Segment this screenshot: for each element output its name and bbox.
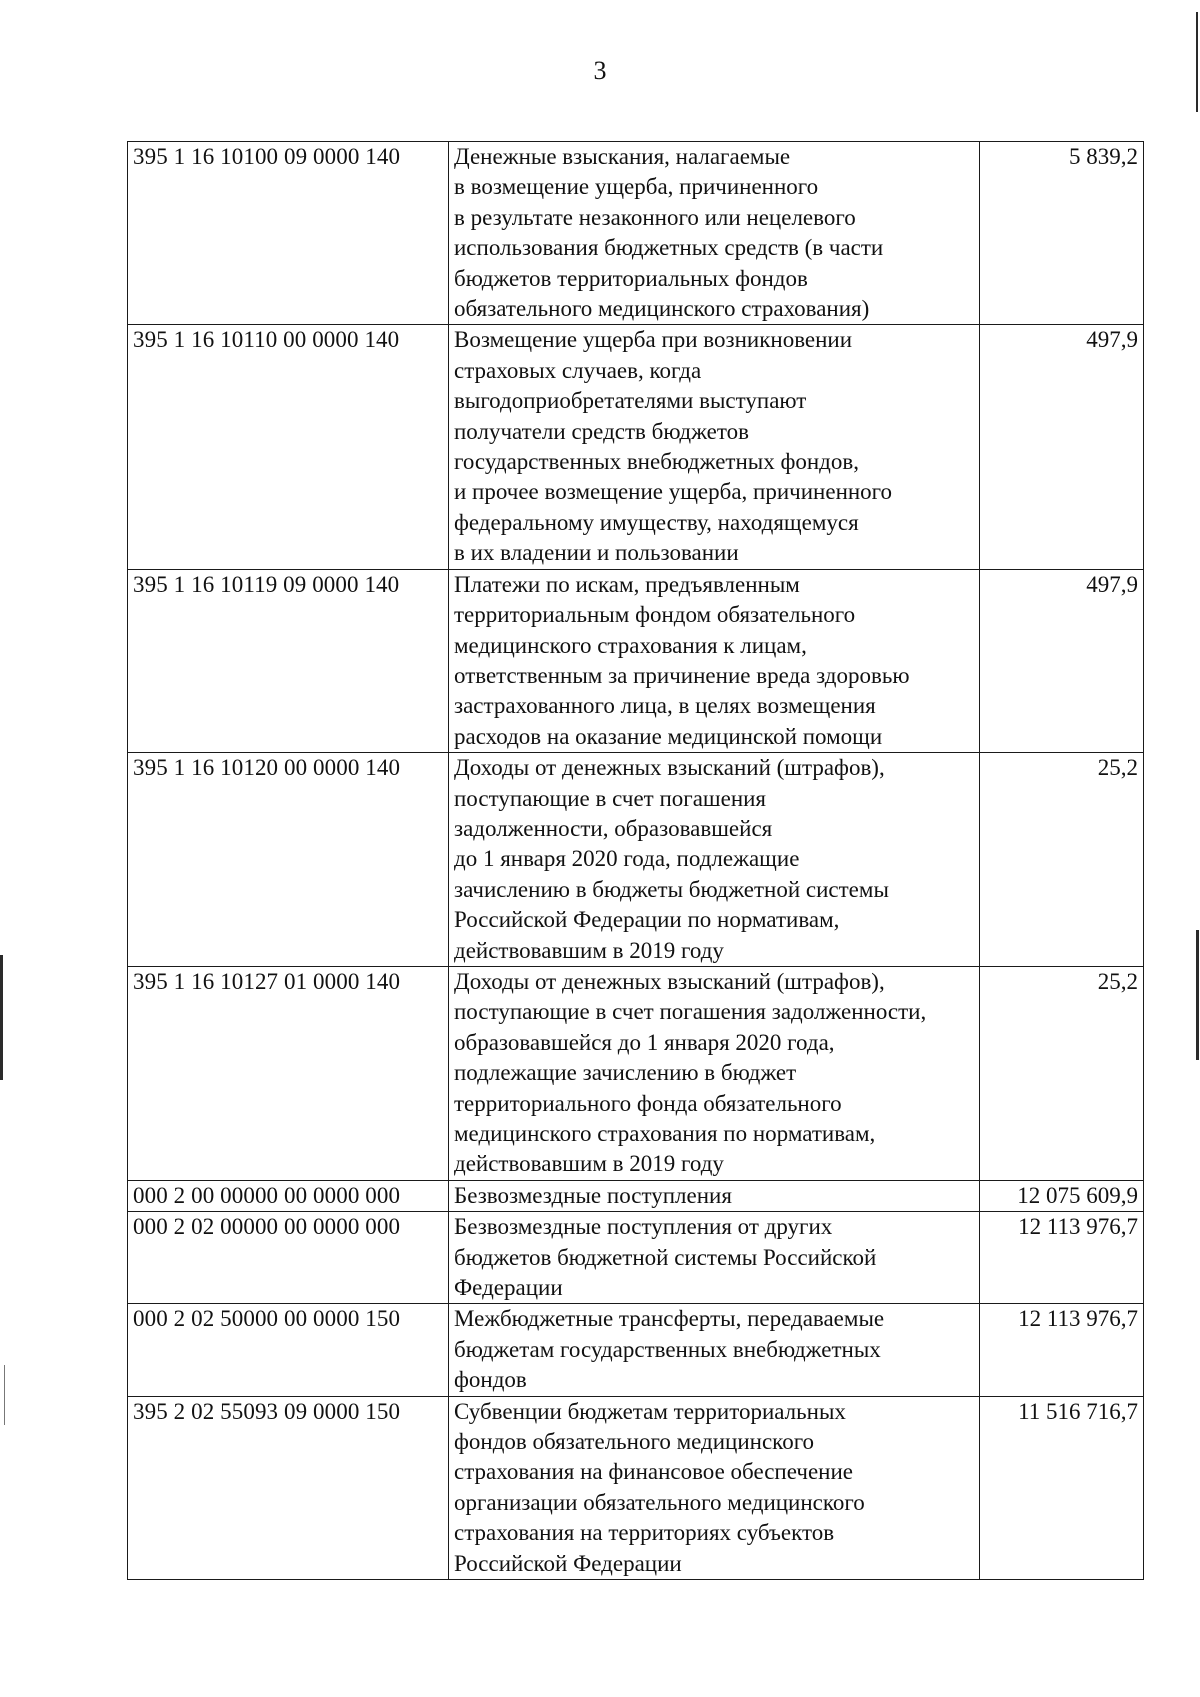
budget-code-cell: 395 2 02 55093 09 0000 150 xyxy=(128,1396,449,1579)
budget-code-cell: 000 2 02 50000 00 0000 150 xyxy=(128,1304,449,1396)
table-row xyxy=(128,1304,1144,1396)
budget-code-cell: 395 1 16 10110 00 0000 140 xyxy=(128,325,449,569)
page-number: 3 xyxy=(593,56,607,85)
table-row xyxy=(128,325,1144,569)
budget-code-cell: 395 1 16 10119 09 0000 140 xyxy=(128,569,449,752)
amount-cell: 11 516 716,7 xyxy=(980,1396,1144,1579)
table-row xyxy=(128,1180,1144,1211)
table-row xyxy=(128,966,1144,1180)
amount-cell: 5 839,2 xyxy=(980,142,1144,325)
amount-cell: 25,2 xyxy=(980,966,1144,1180)
revenue-name-cell: Возмещение ущерба при возникновении страховых случаев, когда выгодоприобретателями выступают получатели средств бюджетов государственных внебюджетных фондов, и прочее возмещение ущерба, причиненного федеральному имуществу, находящемуся в их владении и пользовании xyxy=(449,325,980,569)
revenue-name-cell: Доходы от денежных взысканий (штрафов), поступающие в счет погашения задолженности, образовавшейся до 1 января 2020 года, подлежащие зачислению в бюджет территориального фонда обязательного медицинского страхования по нормативам, действовавшим в 2019 году xyxy=(449,966,980,1180)
amount-cell: 25,2 xyxy=(980,753,1144,967)
revenue-name-cell: Денежные взыскания, налагаемые в возмещение ущерба, причиненного в результате незаконного или нецелевого использования бюджетных средств (в части бюджетов территориальных фондов обязательного медицинского страхования) xyxy=(449,142,980,325)
revenue-name-cell: Межбюджетные трансферты, передаваемые бюджетам государственных внебюджетных фондов xyxy=(449,1304,980,1396)
table-row xyxy=(128,569,1144,752)
budget-code-cell: 395 1 16 10100 09 0000 140 xyxy=(128,142,449,325)
revenue-name-cell: Субвенции бюджетам территориальных фондов обязательного медицинского страхования на финансовое обеспечение организации обязательного медицинского страхования на территориях субъектов Российской Федерации xyxy=(449,1396,980,1579)
scan-edge-mark xyxy=(1196,930,1199,1060)
amount-cell: 12 113 976,7 xyxy=(980,1212,1144,1304)
scan-edge-mark xyxy=(0,955,3,1080)
amount-cell: 497,9 xyxy=(980,325,1144,569)
amount-cell: 12 113 976,7 xyxy=(980,1304,1144,1396)
revenue-name-cell: Доходы от денежных взысканий (штрафов), поступающие в счет погашения задолженности, образовавшейся до 1 января 2020 года, подлежащие зачислению в бюджеты бюджетной системы Российской Федерации по нормативам, действовавшим в 2019 году xyxy=(449,753,980,967)
budget-code-cell: 395 1 16 10127 01 0000 140 xyxy=(128,966,449,1180)
scan-edge-mark xyxy=(1196,12,1198,112)
table-row xyxy=(128,753,1144,967)
revenue-name-cell: Безвозмездные поступления xyxy=(449,1180,980,1211)
table-row xyxy=(128,1396,1144,1579)
budget-revenue-table xyxy=(127,141,1144,1580)
budget-code-cell: 000 2 02 00000 00 0000 000 xyxy=(128,1212,449,1304)
revenue-name-cell: Безвозмездные поступления от других бюджетов бюджетной системы Российской Федерации xyxy=(449,1212,980,1304)
budget-code-cell: 395 1 16 10120 00 0000 140 xyxy=(128,753,449,967)
amount-cell: 497,9 xyxy=(980,569,1144,752)
scan-edge-mark xyxy=(4,1365,5,1425)
amount-cell: 12 075 609,9 xyxy=(980,1180,1144,1211)
table-row xyxy=(128,142,1144,325)
budget-code-cell: 000 2 00 00000 00 0000 000 xyxy=(128,1180,449,1211)
table-row xyxy=(128,1212,1144,1304)
revenue-name-cell: Платежи по искам, предъявленным территориальным фондом обязательного медицинского страхования к лицам, ответственным за причинение вреда здоровью застрахованного лица, в целях возмещения расходов на оказание медицинской помощи xyxy=(449,569,980,752)
